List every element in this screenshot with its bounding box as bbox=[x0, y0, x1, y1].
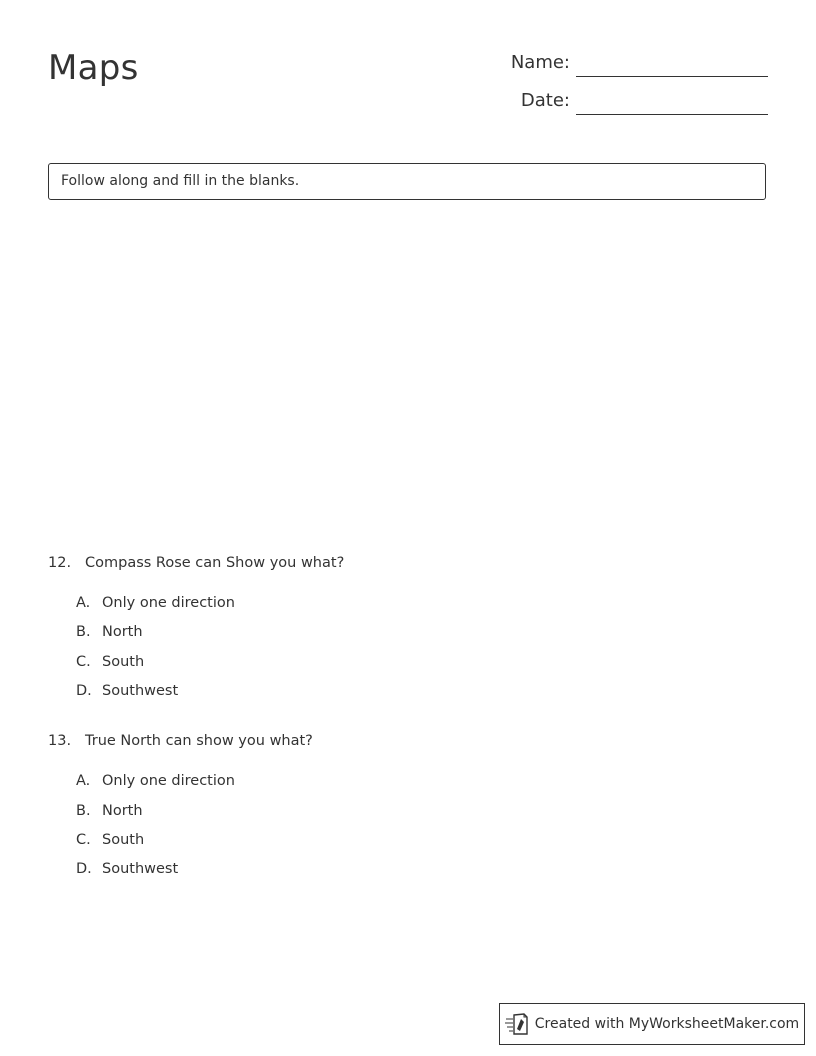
worksheet-logo-icon bbox=[505, 1013, 529, 1035]
question-12-option-d bbox=[76, 683, 178, 699]
name-label: Name: bbox=[510, 52, 570, 73]
option-text: North bbox=[102, 624, 143, 640]
option-letter: C. bbox=[76, 832, 91, 848]
option-text: North bbox=[102, 803, 143, 819]
question-text: Compass Rose can Show you what? bbox=[85, 555, 345, 571]
option-letter: A. bbox=[76, 595, 91, 611]
question-number: 13. bbox=[48, 733, 72, 749]
question-13-option-b bbox=[76, 803, 143, 819]
option-letter: D. bbox=[76, 683, 92, 699]
created-with-badge[interactable] bbox=[499, 1003, 805, 1045]
option-letter: D. bbox=[76, 861, 92, 877]
instructions-box: Follow along and fill in the blanks. bbox=[48, 163, 766, 200]
question-13 bbox=[48, 733, 313, 749]
question-13-option-d bbox=[76, 861, 178, 877]
badge-text: Created with MyWorksheetMaker.com bbox=[534, 1016, 800, 1032]
date-blank-line bbox=[576, 114, 768, 115]
page-title: Maps bbox=[48, 48, 139, 88]
question-12-option-b bbox=[76, 624, 143, 640]
option-text: South bbox=[102, 832, 145, 848]
question-12 bbox=[48, 555, 344, 571]
option-letter: C. bbox=[76, 654, 91, 670]
question-text: True North can show you what? bbox=[85, 733, 313, 749]
option-text: Only one direction bbox=[102, 773, 235, 789]
question-13-option-a bbox=[76, 773, 235, 789]
option-text: Southwest bbox=[102, 861, 179, 877]
date-label: Date: bbox=[520, 90, 570, 111]
question-12-option-c bbox=[76, 654, 144, 670]
option-text: Southwest bbox=[102, 683, 179, 699]
name-field bbox=[511, 52, 768, 74]
date-field bbox=[521, 90, 768, 112]
option-text: South bbox=[102, 654, 145, 670]
name-blank-line bbox=[576, 76, 768, 77]
option-letter: A. bbox=[76, 773, 91, 789]
option-letter: B. bbox=[76, 803, 91, 819]
question-13-option-c bbox=[76, 832, 144, 848]
question-number: 12. bbox=[48, 555, 72, 571]
question-12-option-a bbox=[76, 595, 235, 611]
option-text: Only one direction bbox=[102, 595, 235, 611]
option-letter: B. bbox=[76, 624, 91, 640]
